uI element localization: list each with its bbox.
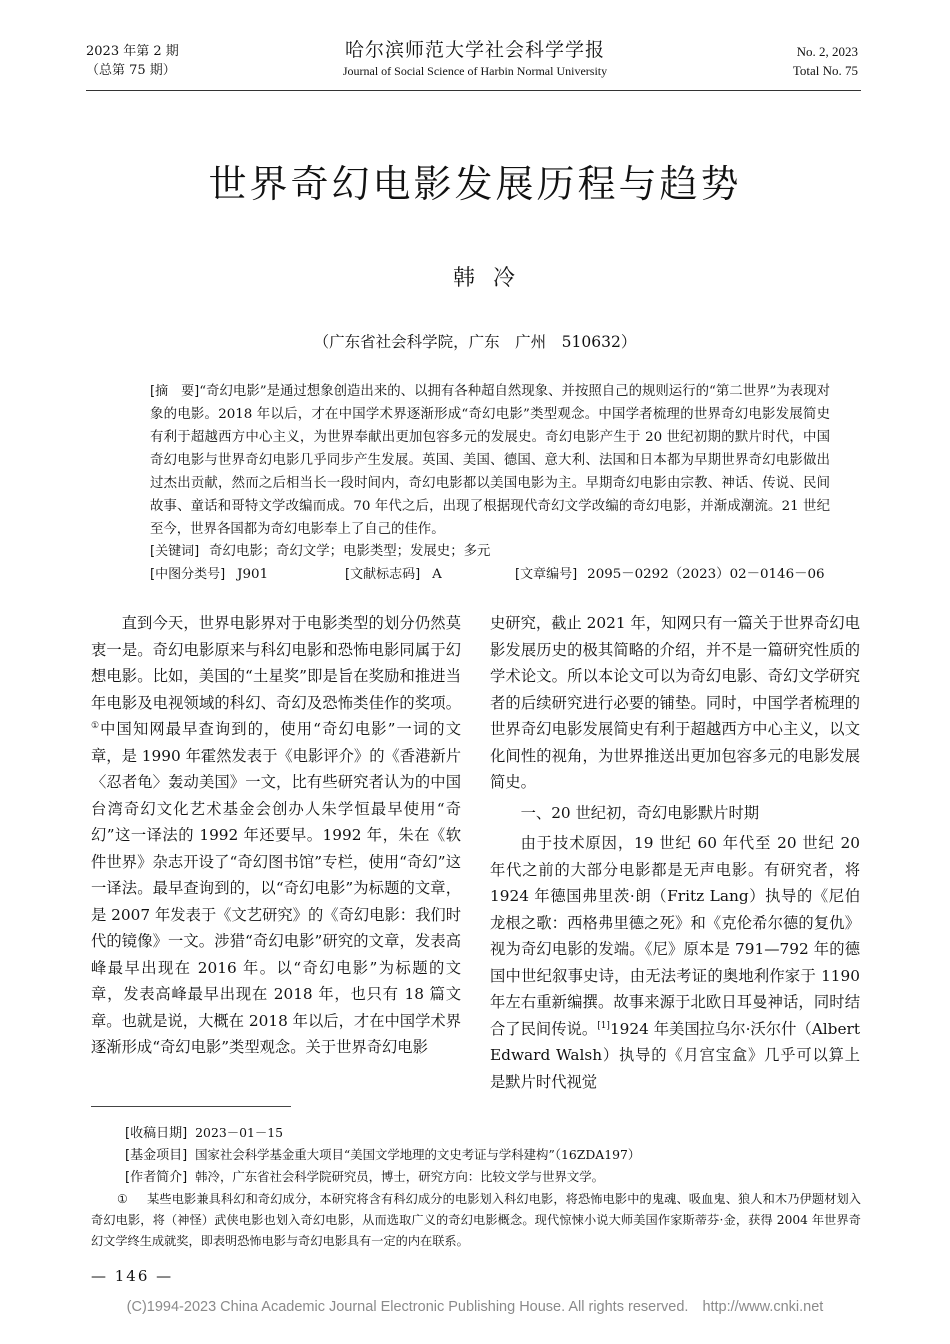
article-number-value: 2095－0292（2023）02－0146－06 [587,567,825,582]
article-author: 韩冷 [452,266,533,291]
footnote-number: ① [117,1192,128,1206]
article-title: 世界奇幻电影发展历程与趋势 [208,162,742,206]
section-heading: 一、20 世纪初，奇幻电影默片时期 [520,803,760,822]
header-issue-en [793,42,858,80]
header-issue-number-en: No. 2, 2023 [796,44,858,59]
keywords-row [150,540,830,563]
abstract-text: “奇幻电影”是通过想象创造出来的、以拥有各种超自然现象、并按照自己的规则运行的“第二世界”为表现对象的电影。2018 年以后，才在中国学术界逐渐形成“奇幻电影”类型观念。中国学者梳理的世界奇幻电影发展简史有利于超越西方中心主义，为世界奉献出更加包容多元的发展史。奇幻电影产生于 20 世纪初期的默片时代，中国奇幻电影与世界奇幻电影几乎同步产生发展。英国、美国、德国、意大利、法国和日本都为早期世界奇幻电影做出过杰出贡献，然而之后相当长一段时间内，奇幻电影都以美国电影为主。早期奇幻电影由宗教、神话、传说、民间故事、童话和哥特文学改编而成。70 年代之后，出现了根据现代奇幻文学改编的奇幻电影，并渐成潮流。21 世纪至今，世界各国都为奇幻电影奉上了自己的佳作。 [150,384,830,537]
received-label: [ 收稿日期 ] [125,1126,187,1141]
keywords-label: [ 关键词 ] [150,544,199,559]
doc-code-label: [ 文献标志码 ] [345,567,420,582]
received-date [125,1122,865,1144]
header-issue-cn: 2023 年第 2 期 [86,44,179,59]
header-divider [86,90,861,91]
copyright-watermark [0,1297,950,1317]
footnote-text: 某些电影兼具科幻和奇幻成分，本研究将含有科幻成分的电影划入科幻电影，将恐怖电影中的鬼魂、吸血鬼、狼人和木乃伊题材划入奇幻电影，将（神怪）武侠电影也划入奇幻电影，从而选取广义的奇幻电影概念。现代惊悚小说大师美国作家斯蒂芬·金，获得 2004 年世界奇幻文学终生成就奖，即表明恐怖电影与奇幻电影具有一定的内在联系。 [91,1192,861,1248]
page-number: — 146 — [91,1267,174,1285]
doc-code-value: A [432,567,442,582]
journal-title-cn: 哈尔滨师范大学社会科学学报 [344,39,605,61]
footnote-ref[interactable]: ① [91,720,101,731]
body-paragraph: 由于技术原因，19 世纪 60 年代至 20 世纪 20 年代之前的大部分电影都是无声电影。有研究者，将 1924 年德国弗里茨·朗（Fritz Lang）执导的《尼伯龙根之歌：西格弗里德之死》和《克伦希尔德的复仇》视为奇幻电影的发端。《尼》原本是 791—792 年的德国中世纪叙事史诗，由无法考证的奥地利作家于 1190 年左右重新编撰。故事来源于北欧日耳曼神话，同时结合了民间传说。[1]1924 年美国拉乌尔·沃尔什（Albert Edward Walsh）执导的《月宫宝盒》几乎可以算上是默片时代视觉 [490,834,860,1091]
abstract [150,380,830,541]
clc-label: [ 中图分类号 ] [150,567,225,582]
footnote-1 [91,1189,861,1252]
journal-title-en: Journal of Social Science of Harbin Normal University [342,64,608,78]
body-right-column [490,610,860,1095]
author-bio [125,1166,865,1188]
fund-info [125,1144,865,1166]
bio-value: 韩冷，广东省社会科学院研究员，博士，研究方向：比较文学与世界文学。 [195,1169,605,1184]
fund-value: 国家社会科学基金重大项目“美国文学地理的文史考证与学科建构”（16ZDA197） [195,1147,641,1162]
copyright-text: (C)1994-2023 China Academic Journal Electronic Publishing House. All rights reserved. [126,1299,689,1315]
fund-label: [ 基金项目 ] [125,1148,187,1163]
keywords-text: 奇幻电影；奇幻文学；电影类型；发展史；多元 [209,544,491,559]
abstract-label: [ 摘 要 ] [150,384,199,399]
body-left-column [91,610,461,1061]
body-paragraph: 史研究，截止 2021 年，知网只有一篇关于世界奇幻电影发展历史的极其简略的介绍，并不是一篇研究性质的学术论文。所以本论文可以为奇幻电影、奇幻文学研究者的后续研究进行必要的铺垫。同时，中国学者梳理的世界奇幻电影发展简史有利于超越西方中心主义，以文化间性的视角，为世界推送出更加包容多元的电影发展简史。 [490,614,860,791]
classification-row [150,563,830,586]
received-value: 2023－01－15 [195,1125,284,1140]
body-paragraph: 直到今天，世界电影界对于电影类型的划分仍然莫衷一是。奇幻电影原来与科幻电影和恐怖电影同属于幻想电影。比如，美国的“土星奖”即是旨在奖励和推进当年电影及电视领域的科幻、奇幻及恐怖类佳作的奖项。①中国知网最早查询到的，使用“奇幻电影”一词的文章，是 1990 年霍然发表于《电影评介》的《香港新片〈忍者龟〉轰动美国》一文，比有些研究者认为的中国台湾奇幻文化艺术基金会创办人朱学恒最早使用“奇幻”这一译法的 1992 年还要早。1992 年，朱在《软件世界》杂志开设了“奇幻图书馆”专栏，使用“奇幻”这一译法。最早查询到的，以“奇幻电影”为标题的文章，是 2007 年发表于《文艺研究》的《奇幻电影：我们时代的镜像》一文。涉猎“奇幻电影”研究的文章，发表高峰最早出现在 2016 年。以“奇幻电影”为标题的文章，发表高峰最早出现在 2018 年，也只有 18 篇文章。也就是说，大概在 2018 年以后，才在中国学术界逐渐形成“奇幻电影”类型观念。关于世界奇幻电影 [91,614,461,1056]
article-number-label: [ 文章编号 ] [515,567,577,582]
article-affiliation: （广东省社会科学院，广东 广州 510632） [313,333,637,351]
clc-value: J901 [237,567,269,582]
citation-ref[interactable]: [1] [597,1020,610,1031]
footnote-divider [91,1106,291,1107]
header-total-cn: （总第 75 期） [86,63,176,78]
cnki-url[interactable]: http://www.cnki.net [702,1299,824,1315]
bio-label: [ 作者简介 ] [125,1170,187,1185]
header-total-en: Total No. 75 [792,63,858,78]
